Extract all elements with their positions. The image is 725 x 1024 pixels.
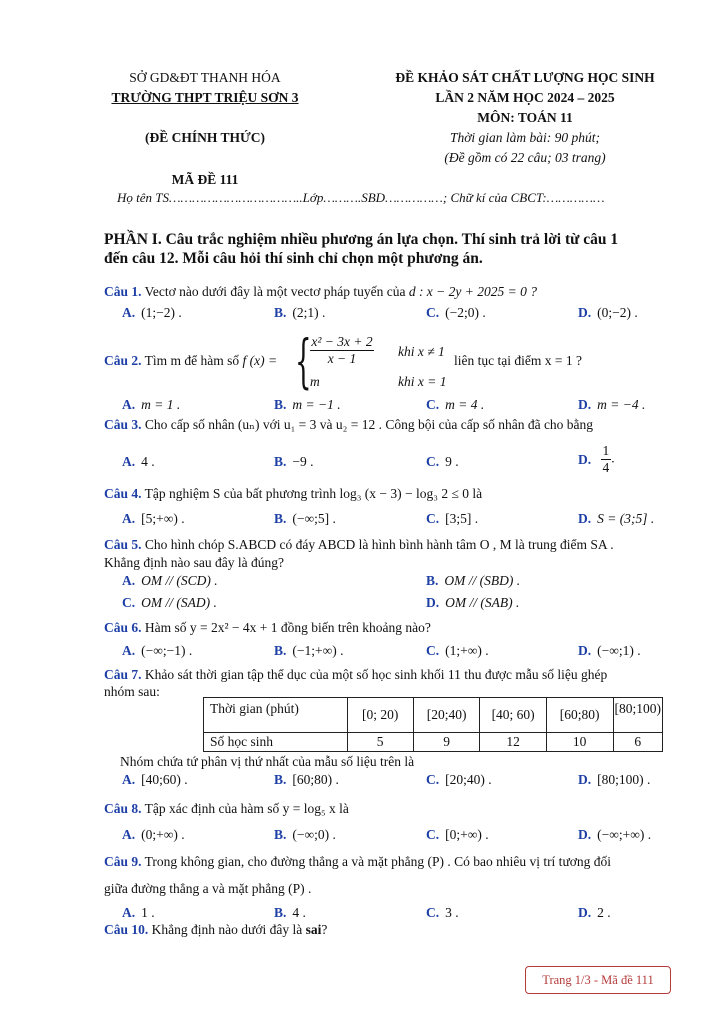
question-9-text-line2: giữa đường thẳng a và mặt phẳng (P) . [104,881,312,896]
question-text: Khẳng định nào dưới đây là [151,922,303,937]
question-3 [104,417,593,433]
table-cell: 6 [613,733,663,752]
q6-option-c[interactable]: C. (1;+∞) . [426,643,489,658]
question-tail: ? [321,922,328,937]
question-label: Câu 6. [104,620,142,635]
question-7 [104,667,607,683]
q5-option-b[interactable]: B. OM // (SBD) . [426,573,521,588]
question-1 [104,284,537,300]
q2-option-c[interactable]: C. m = 4 . [426,397,485,412]
question-text: Cho hình chóp S.ABCD có đáy ABCD là hình bình hành tâm O , M là trung điểm SA . [144,537,614,552]
table-cell: 9 [413,733,480,752]
q7-option-d[interactable]: D. [80;100) . [578,772,651,787]
q9-option-a[interactable]: A. 1 . [122,905,155,920]
question-math: d : x − 2y + 2025 = 0 ? [408,284,537,299]
question-text: Trong không gian, cho đường thẳng a và mặt phẳng (P) . Có bao nhiêu vị trí tương đối [144,854,612,869]
time-limit: Thời gian làm bài: 90 phút; [449,130,601,145]
table-cell: [80;100) [613,698,663,733]
q5-option-a[interactable]: A. OM // (SCD) . [122,573,218,588]
question-2 [104,353,277,369]
table-cell: [20;40) [413,698,480,733]
q2-option-b[interactable]: B. m = −1 . [274,397,341,412]
subject: MÔN: TOÁN 11 [477,110,573,125]
page-count: (Đề gồm có 22 câu; 03 trang) [444,150,606,165]
q3-option-c[interactable]: C. 9 . [426,454,459,469]
q7-option-b[interactable]: B. [60;80) . [274,772,339,787]
question-label: Câu 4. [104,486,142,501]
q4-option-a[interactable]: A. [5;+∞) . [122,511,185,526]
q8-option-d[interactable]: D. (−∞;+∞) . [578,827,652,842]
question-8 [104,801,349,817]
q8-option-c[interactable]: C. [0;+∞) . [426,827,489,842]
question-text: Tìm m để hàm số [144,353,240,368]
q9-option-d[interactable]: D. 2 . [578,905,611,920]
q4-option-d[interactable]: D. S = (3;5] . [578,511,655,526]
question-tail: liên tục tại điểm x = 1 ? [454,353,582,368]
piece-value-m: m [310,374,320,389]
question-text: Tập xác định của hàm số y = log₅ x là [144,801,349,816]
question-label: Câu 7. [104,667,142,682]
table-cell: Thời gian (phút) [204,698,348,733]
table-cell: [0; 20) [347,698,413,733]
question-label: Câu 3. [104,417,142,432]
q8-option-b[interactable]: B. (−∞;0) . [274,827,336,842]
table-row [204,733,663,752]
question-5-text-line2: Khẳng định nào sau đây là đúng? [104,555,284,570]
student-info-line: Họ tên TS……………………………..Lớp……….SBD……………; Chữ kí của CBCT:…………… [117,190,605,205]
q2-option-d[interactable]: D. m = −4 . [578,397,646,412]
q6-option-d[interactable]: D. (−∞;1) . [578,643,641,658]
q7-option-a[interactable]: A. [40;60) . [122,772,188,787]
question-label: Câu 9. [104,854,142,869]
question-6 [104,620,431,636]
table-cell: [60;80) [546,698,613,733]
q8-option-a[interactable]: A. (0;+∞) . [122,827,185,842]
official-label: (ĐỀ CHÍNH THỨC) [144,130,265,145]
q5-option-d[interactable]: D. OM // (SAB) . [426,595,520,610]
q2-option-a[interactable]: A. m = 1 . [122,397,181,412]
department-name: SỞ GD&ĐT THANH HÓA [129,70,281,85]
q5-option-c[interactable]: C. OM // (SAD) . [122,595,217,610]
question-5 [104,537,614,553]
q9-option-c[interactable]: C. 3 . [426,905,459,920]
question-label: Câu 8. [104,801,142,816]
part1-title-line2: đến câu 12. Mỗi câu hỏi thí sinh chỉ chọn một phương án. [104,250,483,267]
q1-option-c[interactable]: C. (−2;0) . [426,305,486,320]
function-name: f (x) = [242,353,278,368]
page-footer-label: Trang 1/3 - Mã đề 111 [525,966,671,994]
table-cell: 5 [347,733,413,752]
question-text: Vectơ nào dưới đây là một vectơ pháp tuyến của [144,284,406,299]
question-label: Câu 1. [104,284,142,299]
table-header-row [204,698,663,733]
question-label: Câu 10. [104,922,149,937]
exam-title: ĐỀ KHẢO SÁT CHẤT LƯỢNG HỌC SINH [395,70,655,85]
piecewise-fraction [310,334,374,367]
frequency-table [203,697,663,752]
fraction-numerator: x² − 3x + 2 [311,334,373,349]
q4-option-b[interactable]: B. (−∞;5] . [274,511,336,526]
emphasis-word: sai [305,922,322,937]
q6-option-a[interactable]: A. (−∞;−1) . [122,643,193,658]
fraction: $\frac{1}{4}$ [602,443,610,475]
q3-option-d[interactable]: D. $\frac{1}{4}$ . [578,443,615,475]
question-10 [104,922,327,938]
table-cell: [40; 60) [480,698,546,733]
question-text: Hàm số y = 2x² − 4x + 1 đồng biến trên khoảng nào? [144,620,431,635]
piecewise-brace: { [295,327,312,395]
q1-option-b[interactable]: B. (2;1) . [274,305,326,320]
question-text: Tập nghiệm S của bất phương trình log₃ (x − 3) − log₃ 2 ≤ 0 là [144,486,483,501]
question-text: Cho cấp số nhân (uₙ) với u₁ = 3 và u₂ = 12 . Công bội của cấp số nhân đã cho bằng [144,417,594,432]
q3-option-b[interactable]: B. −9 . [274,454,314,469]
piece-condition-2: khi x = 1 [398,374,447,389]
question-label: Câu 5. [104,537,142,552]
question-7-text-line2: nhóm sau: [104,684,160,699]
question-label: Câu 2. [104,353,142,368]
question-9 [104,854,611,870]
q7-option-c[interactable]: C. [20;40) . [426,772,492,787]
q6-option-b[interactable]: B. (−1;+∞) . [274,643,344,658]
exam-round: LẦN 2 NĂM HỌC 2024 – 2025 [435,90,615,105]
question-4 [104,486,482,502]
exam-code: MÃ ĐỀ 111 [171,172,239,187]
table-cell: 12 [480,733,546,752]
fraction-denominator: x − 1 [327,351,357,366]
part1-title-line1: PHẦN I. Câu trắc nghiệm nhiều phương án lựa chọn. Thí sinh trả lời từ câu 1 [104,231,619,248]
q3-option-a[interactable]: A. 4 . [122,454,155,469]
school-name: TRƯỜNG THPT TRIỆU SƠN 3 [111,90,299,105]
piece-condition-1: khi x ≠ 1 [398,344,445,359]
question-text: Khảo sát thời gian tập thể dục của một số học sinh khối 11 thu được mẫu số liệu ghép [144,667,608,682]
table-cell: 10 [546,733,613,752]
q4-option-c[interactable]: C. [3;5] . [426,511,479,526]
table-cell: Số học sinh [204,733,348,752]
q1-option-a[interactable]: A. (1;−2) . [122,305,182,320]
q9-option-b[interactable]: B. 4 . [274,905,306,920]
question-7-text-line3: Nhóm chứa tứ phân vị thứ nhất của mẫu số liệu trên là [120,754,415,769]
q1-option-d[interactable]: D. (0;−2) . [578,305,638,320]
